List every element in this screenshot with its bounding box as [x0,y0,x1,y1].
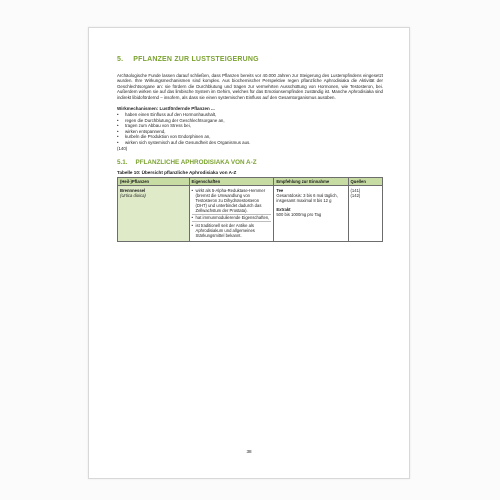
subsection-title: PFLANZLICHE APHRODISIAKA VON A-Z [135,159,257,166]
plant-name: Brennnessel [120,187,146,193]
subsection-heading [117,159,383,166]
section-title: PFLANZEN ZUR LUSTSTEIGERUNG [133,56,259,63]
list-item: • wirkt als 5-Alpha-Reduktase-Hemmer (bremst die Umwandlung von Testosteron zu Dihydrotestosteron (DHT) und unterbindet dadurch das Zellwachstum der Prostata). [192,188,272,215]
table-title: Tabelle 10: Übersicht pflanzliche Aphrodisiaka von A-Z [117,170,237,175]
source-reference: (141) [350,187,361,193]
column-header-sources: Quellen [348,178,382,186]
page-number: 38 [246,449,252,454]
aphrodisiaka-table [117,177,383,242]
list-item: • haben einen Einfluss auf den Hormonhaushalt, [117,112,383,118]
sources-cell [348,186,382,241]
tea-label: Tee [276,187,284,193]
table-row [118,186,383,241]
section-heading [117,56,383,63]
properties-cell [189,186,274,241]
list-item: • kurbeln die Produktion von Endorphinen an, [117,134,383,140]
list-item: • tragen zum Abbau von Stress bei, [117,123,383,129]
document-page [88,27,410,479]
recommendation-cell [274,186,348,241]
list-item: • regen die Durchblutung der Geschlechtsorgane an, [117,118,383,124]
list-item: • wirken entspannend, [117,129,383,135]
extract-dosage: 500 bis 1000mg pro Tag [276,211,322,217]
extract-label: Extrakt [276,206,291,212]
list-item: • hat immunmodulierende Eigenschaften, [192,215,272,222]
subsection-number: 5.1. [117,159,128,166]
section-number: 5. [117,56,124,63]
intro-paragraph: Archäologische Funde lassen darauf schließen, dass Pflanzen bereits vor 40.000 Jahren zur Steigerung des Lustempfindens eingesetzt wurden. Ihre Wirkungsmechanismen sind komplex. Aus biochemischer Perspektive regen pflanzliche Aphrodisiaka die Aktivität der Geschlechtsorgane an: sie fördern die Durchblutung und tragen zur vermehrten Ausschüttung von Hormonen, wie Testosteron, bei. Außerdem wirken sie auf das limbische System im Gehirn, welches für das Emotionsempfinden zuständig ist. Manche Aphrodisiaka sind indirekt libidofördernd – insofern, als dass sie einen systemischen Einfluss auf den Gesamtorganismus ausüben. [117,73,383,100]
column-header-plants: (Heil-)Pflanzen [118,178,190,186]
column-header-properties: Eigenschaften [189,178,274,186]
tea-dosage: Gesamtdosis: 3 bis 6 mal täglich, insgesamt maximal 8 bis 12 g [276,192,338,203]
properties-list [192,188,272,239]
column-header-recommendation: Empfehlung zur Einnahme [274,178,348,186]
mechanisms-list [117,112,383,146]
plant-latin-name: (Urtica dioica) [120,192,146,198]
page-content [117,56,383,242]
list-item: • ist traditionell seit der Antike als Aphrodisiakum und allgemeines Stärkungsmittel bekannt. [192,223,272,239]
table-header-row [118,178,383,186]
source-reference: (142) [350,192,361,198]
mechanisms-title: Wirkmechanismen: Lustfördernde Pflanzen ... [117,106,215,112]
plant-cell [118,186,190,241]
list-item: • wirken sich systemisch auf die Gesundheit des Organismus aus. [117,140,383,146]
mechanisms-reference: (140) [117,145,128,151]
